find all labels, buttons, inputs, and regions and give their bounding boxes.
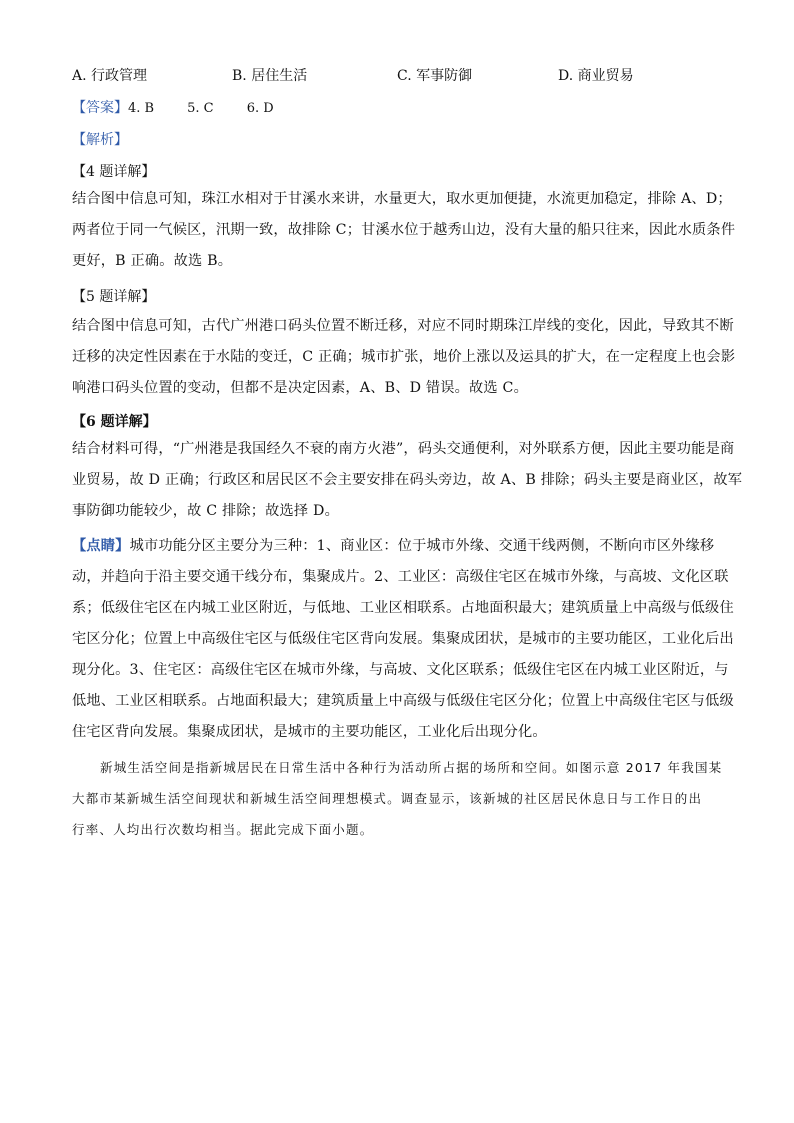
q6-body xyxy=(72,434,743,527)
intro-line: 行率、人均出行次数均相当。据此完成下面小题。 xyxy=(72,822,374,837)
tip-label: 【点睛】 xyxy=(72,538,130,554)
intro-line: 新城生活空间是指新城居民在日常生活中各种行为活动所占据的场所和空间。如图示意 2017 年我国某 xyxy=(100,760,723,775)
intro-line: 大都市某新城生活空间现状和新城生活空间理想模式。调查显示，该新城的社区居民休息日与工作日的出 xyxy=(72,791,703,806)
q5-heading: 【5 题详解】 xyxy=(72,289,156,305)
q4-line: 结合图中信息可知，珠江水相对于甘溪水来讲，水量更大，取水更加便捷，水流更加稳定，排除 A、D； xyxy=(72,191,732,207)
answer-label: 【答案】 xyxy=(72,100,128,116)
q6-line: 事防御功能较少，故 C 排除；故选择 D。 xyxy=(72,503,339,519)
tip-line: 系；低级住宅区在内城工业区附近，与低地、工业区相联系。占地面积最大；建筑质量上中高级与低级住 xyxy=(72,600,734,616)
analysis-label: 【解析】 xyxy=(72,132,128,148)
q4-line: 两者位于同一气候区，汛期一致，故排除 C；甘溪水位于越秀山边，没有大量的船只往来，因此水质条件 xyxy=(72,222,736,238)
q4-heading: 【4 题详解】 xyxy=(72,164,156,180)
answer-text: 4. B 5. C 6. D xyxy=(128,101,274,116)
q6-line: 业贸易，故 D 正确；行政区和居民区不会主要安排在码头旁边，故 A、B 排除；码头主要是商业区，故军 xyxy=(72,472,743,488)
tip-line: 动，并趋向于沿主要交通干线分布，集聚成片。2、工业区：高级住宅区在城市外缘，与高坡、文化区联 xyxy=(72,569,729,585)
intro-body xyxy=(72,752,722,845)
option-a: A. 行政管理 xyxy=(72,68,148,84)
q5-line: 结合图中信息可知，古代广州港口码头位置不断迁移，对应不同时期珠江岸线的变化，因此，导致其不断 xyxy=(72,318,734,334)
q5-body xyxy=(72,311,736,404)
q6-heading: 【6 题详解】 xyxy=(72,414,157,430)
tip-first-line xyxy=(72,531,722,562)
tip-first-text: 城市功能分区主要分为三种：1、商业区：位于城市外缘、交通干线两侧，不断向市区外缘移 xyxy=(129,538,715,554)
option-d: D. 商业贸易 xyxy=(558,68,634,84)
tip-line: 现分化。3、住宅区：高级住宅区在城市外缘，与高坡、文化区联系；低级住宅区在内城工业区附近，与 xyxy=(72,662,729,678)
q5-line: 迁移的决定性因素在于水陆的变迁，C 正确；城市扩张，地价上涨以及运具的扩大，在一定程度上也会影 xyxy=(72,349,736,365)
q4-line: 更好，B 正确。故选 B。 xyxy=(72,253,233,269)
q6-line: 结合材料可得，“广州港是我国经久不衰的南方火港”，码头交通便利，对外联系方便，因此主要功能是商 xyxy=(72,441,735,457)
q4-body xyxy=(72,184,736,277)
q5-line: 响港口码头位置的变动，但都不是决定因素，A、B、D 错误。故选 C。 xyxy=(72,380,528,396)
option-b: B. 居住生活 xyxy=(232,68,308,84)
tip-line: 低地、工业区相联系。占地面积最大；建筑质量上中高级与低级住宅区分化；位置上中高级住宅区与低级 xyxy=(72,693,734,709)
option-c: C. 军事防御 xyxy=(397,68,473,84)
answer-line xyxy=(72,98,274,119)
tip-line: 住宅区背向发展。集聚成团状，是城市的主要功能区，工业化后出现分化。 xyxy=(72,724,547,740)
tip-line: 宅区分化；位置上中高级住宅区与低级住宅区背向发展。集聚成团状，是城市的主要功能区，工业化后出 xyxy=(72,631,734,647)
tip-body xyxy=(72,531,734,748)
